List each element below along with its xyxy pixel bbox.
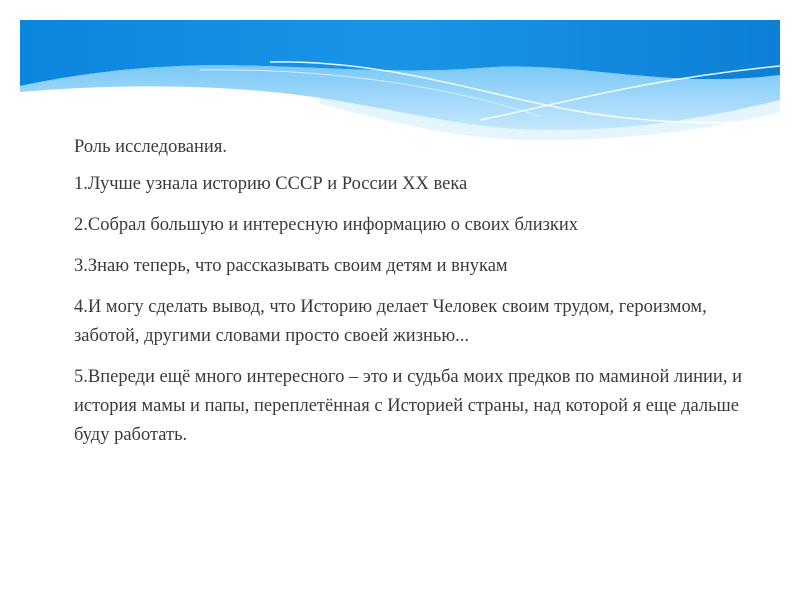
list-item-2: 2.Собрал большую и интересную информацию о своих близких <box>74 215 579 235</box>
slide-content <box>74 133 754 462</box>
list-item-3: 3.Знаю теперь, что рассказывать своим детям и внукам <box>74 256 508 276</box>
list-item-4: 4.И могу сделать вывод, что Историю делает Человек своим трудом, героизмом, заботой, другими словами просто своей жизнью... <box>74 297 707 346</box>
list-item-5: 5.Впереди ещё много интересного – это и судьба моих предков по маминой линии, и история мамы и папы, переплетённая с Историей страны, над которой я еще дальше буду работать. <box>74 367 742 445</box>
list-item-1: 1.Лучше узнала историю СССР и России XX века <box>74 174 468 194</box>
slide-heading: Роль исследования. <box>74 137 227 157</box>
wave-banner <box>20 20 780 140</box>
